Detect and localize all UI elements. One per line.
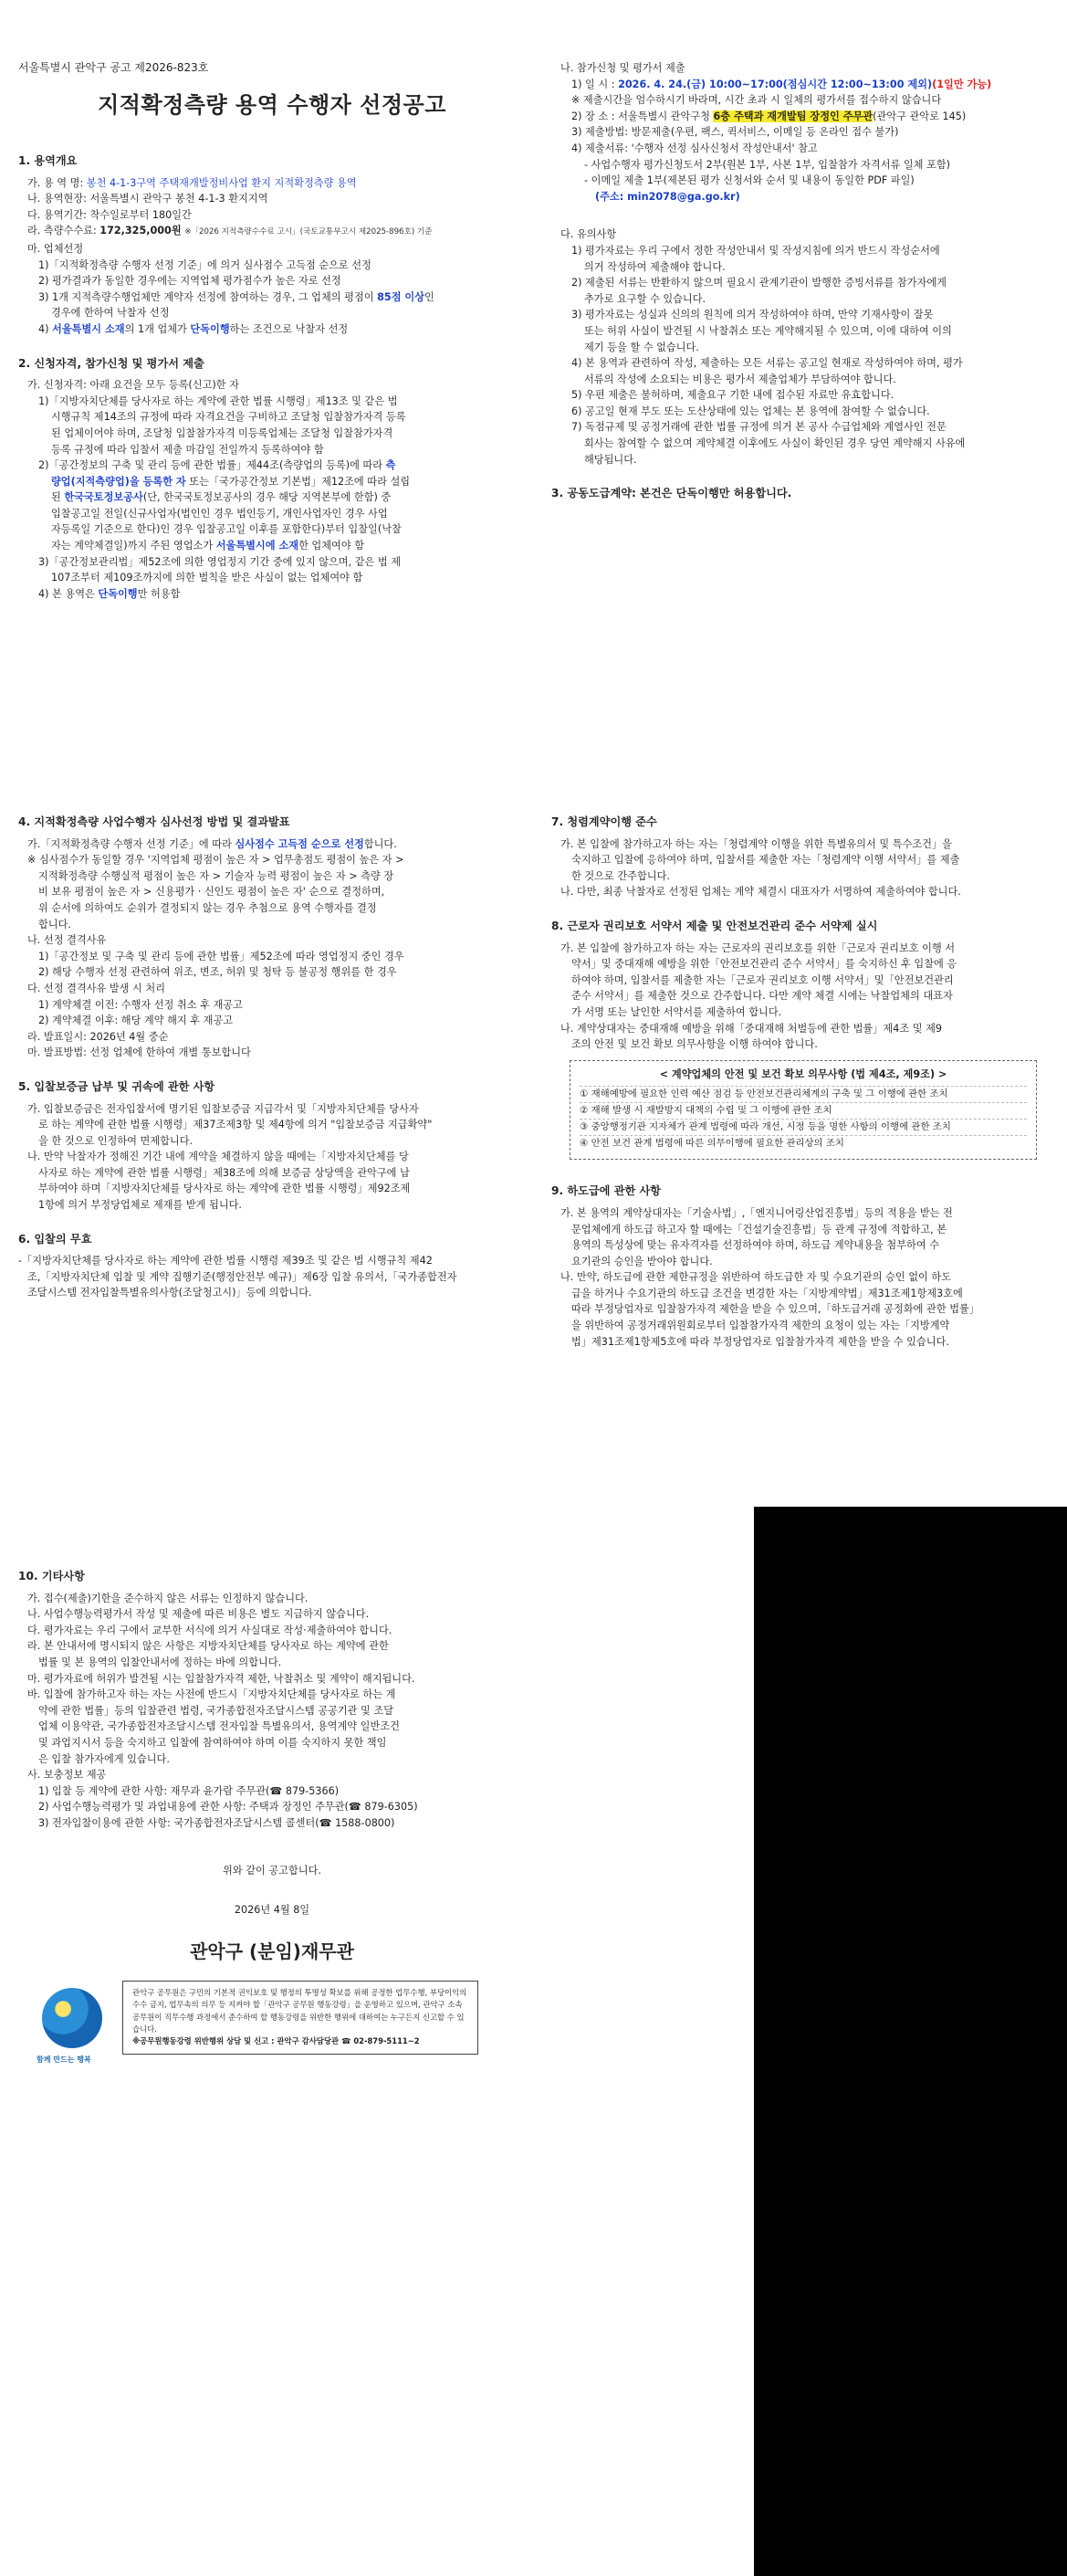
r-submission-docs: 4) 제출서류: '수행자 선정 심사신청서 작성안내서' 참고 bbox=[571, 142, 818, 154]
section-1 bbox=[18, 153, 526, 338]
section-9 bbox=[551, 1183, 1051, 1350]
s5-ga-line: 로 하는 계약에 관한 법률 시행령」제37조제3항 및 제4항에 의거 "입찰보증금 지급확약" bbox=[38, 1119, 433, 1131]
s9-na: 나. 만약, 하도급에 관한 제한규정을 위반하여 하도급한 자 및 수요기관의 승인 없이 하도 bbox=[560, 1271, 952, 1284]
s2-q3-line: 107조부터 제109조까지에 의한 벌칙을 받은 사실이 없는 업체여야 함 bbox=[51, 572, 363, 584]
s1-period: 다. 용역기간: 착수일로부터 180일간 bbox=[27, 208, 192, 221]
r-submission-docs-b: - 이메일 제출 1부(제본된 평가 신청서와 순서 및 내용이 동일한 PDF 파일) bbox=[584, 174, 915, 187]
logo-slogan: 함께 만드는 행복 bbox=[37, 2055, 91, 2064]
s4-note: ※ 심사점수가 동일할 경우 '지역업체 평점이 높은 자 > 업무총점도 평점이 높은 자 > bbox=[27, 854, 404, 867]
s10-contact-1: 1) 입찰 등 계약에 관한 사항: 재무과 윤가람 주무관(☎ 879-5366) bbox=[38, 1784, 340, 1797]
s10-ba-line: 은 입찰 참가자에게 있습니다. bbox=[38, 1752, 170, 1765]
s4-handling-1: 1) 계약체결 이전: 수행자 선정 취소 후 재공고 bbox=[38, 998, 243, 1011]
s1-selection: 마. 업체선정 bbox=[27, 242, 84, 255]
section-8 bbox=[551, 919, 1051, 1160]
s5-na: 나. 만약 낙찰자가 정해진 기간 내에 계약을 체결하지 않을 때에는「지방자치단체를 당 bbox=[27, 1151, 409, 1163]
page-1 bbox=[0, 0, 1067, 749]
s8-ga-line: 하여야 하며, 입찰서를 제출한 자는「근로자 권리보호 이행 서약서」및「안전보건관리 bbox=[571, 973, 954, 986]
s10-contact-3: 3) 전자입찰이용에 관한 사항: 국가종합전자조달시스템 콜센터(☎ 1588-0800) bbox=[38, 1816, 395, 1829]
s9-na-line: 따라 부정당업자로 입찰참가자격 제한을 받을 수 있으며,「하도급거래 공정화에 관한 법률」 bbox=[571, 1303, 979, 1316]
page-2 bbox=[0, 765, 1067, 1514]
s10-ra: 라. 본 안내서에 명시되지 않은 사항은 지방자치단체를 당사자로 하는 계약에 관한 bbox=[27, 1640, 389, 1653]
s7-ga-line: 한 것으로 간주합니다. bbox=[571, 869, 670, 882]
r-submission-title: 나. 참가신청 및 평가서 제출 bbox=[560, 62, 685, 74]
s2-q1-line: 시행규칙 제14조의 규정에 따라 자격요건을 구비하고 조달청 입찰참가자격 등록 bbox=[51, 411, 406, 424]
s1-selection-3: 3) 1개 지적측량수행업체만 계약자 선정에 참여하는 경우, 그 업체의 평점이 85점 이상인 bbox=[38, 290, 434, 303]
s2-q2-line: 자는 계약체결일)까지 주된 영업소가 서울특별시에 소재한 업체여야 함 bbox=[51, 540, 365, 552]
s9-ga: 가. 본 용역의 계약상대자는「기술사법」,「엔지니어링산업진흥법」등의 적용을 받는 전 bbox=[560, 1206, 953, 1219]
s6-line: -「지방자치단체를 당사자로 하는 계약에 관한 법률 시행령 제39조 및 같은 법 시행규칙 제42 bbox=[18, 1255, 433, 1267]
s8-ga-line: 약서」및 중대재해 예방을 위한「안전보건관리 준수 서약서」를 숙지하신 후 입찰에 응 bbox=[571, 958, 957, 971]
r-submission-note: ※ 제출시간을 엄수하시기 바라며, 시간 초과 시 일체의 평가서를 접수하지 않습니다 bbox=[571, 94, 942, 107]
section-3 bbox=[551, 486, 1051, 502]
s10-ba-line: 약에 관한 법률」등의 입찰관련 법령, 국가종합전자조달시스템 공공기관 및 조달 bbox=[38, 1704, 394, 1717]
r-submission-docs-a: - 사업수행자 평가신청도서 2부(원본 1부, 사본 1부, 입찰참가 자격서류 일체 포함) bbox=[584, 158, 951, 171]
ethics-text: 관악구 공무원은 구민의 기본적 권익보호 및 행정의 투명성 확보를 위해 공정한 업무수행, 부당이익의 수수 금지, 업무속의 의무 등 지켜야 할「관악구 공무원 행동강령」을 운영하고 있으며, 관악구 소속 공무원이 직무수행 과정에서 준수하여 할 행동강령을 위반한 행위에 대하여는 누구든지 신고할 수 있습니다. bbox=[132, 1987, 467, 2034]
s5-ga: 가. 입찰보증금은 전자입찰서에 명기된 입찰보증금 지급각서 및「지방자치단체를 당사자 bbox=[27, 1102, 419, 1115]
issuing-organization: 관악구 (분임)재무관 bbox=[190, 1940, 354, 1962]
s4-note-line: 위 순서에 의하여도 순위가 결정되지 않는 경우 추첨으로 용역 수행자를 결정 bbox=[38, 901, 377, 914]
document-title: 지적확정측량 용역 수행자 선정공고 bbox=[98, 92, 446, 118]
s8-na: 나. 계약상대자는 중대재해 예방을 위해「중대재해 처벌등에 관한 법률」제4조 및 제9 bbox=[560, 1022, 943, 1035]
r-note-2-cont: 추가로 요구할 수 있습니다. bbox=[584, 292, 706, 305]
section-9-title: 9. 하도급에 관한 사항 bbox=[551, 1184, 662, 1198]
s4-disqualify-title: 나. 선정 결격사유 bbox=[27, 934, 107, 947]
s2-q1-line: 등록 규정에 따라 입찰서 제출 마감일 전일까지 등록하여야 함 bbox=[51, 443, 324, 456]
section-4 bbox=[18, 815, 526, 1061]
left-column-2 bbox=[18, 815, 526, 1320]
section-1-title: 1. 용역개요 bbox=[18, 154, 78, 167]
r-note-6: 6) 공고일 현재 부도 또는 도산상태에 있는 업체는 본 용역에 참여할 수 없습니다. bbox=[571, 405, 930, 417]
s10-ra-line: 법률 및 본 용역의 입찰안내서에 정하는 바에 의합니다. bbox=[38, 1656, 282, 1668]
r-note-3: 3) 평가자료는 성실과 신의의 원칙에 의거 작성하여야 하며, 만약 기재사항이 잘못 bbox=[571, 309, 934, 321]
r-submission-place: 2) 장 소 : 서울특별시 관악구청 6층 주택과 재개발팀 장정인 주무관(관악구 관악로 145) bbox=[571, 110, 967, 122]
safety-duties-box bbox=[570, 1060, 1037, 1161]
s2-q4: 4) 본 용역은 단독이행만 허용함 bbox=[38, 587, 181, 600]
s4-note-line: 비 보유 평점이 높은 자 > 신용평가 · 신인도 평점이 높은 자' 순으로 결정하며, bbox=[38, 886, 385, 899]
s4-method: 가.「지적확정측량 수행자 선정 기준」에 따라 심사점수 고득점 순으로 선정합니다. bbox=[27, 837, 397, 850]
section-2-title: 2. 신청자격, 참가신청 및 평가서 제출 bbox=[18, 356, 204, 370]
section-4-title: 4. 지적확정측량 사업수행자 심사선정 방법 및 결과발표 bbox=[18, 815, 290, 828]
s2-q2-line: 량업(지적측량업)을 등록한 자 또는「국가공간정보 기본법」제12조에 따라 설립 bbox=[51, 475, 411, 488]
r-note-1: 1) 평가자료는 우리 구에서 정한 작성안내서 및 작성지침에 의거 반드시 작성순서에 bbox=[571, 244, 940, 257]
s10-ba-line: 및 과업지시서 등을 숙지하고 입찰에 참여하여야 하며 이를 숙지하지 못한 책임 bbox=[38, 1736, 387, 1749]
s10-na: 나. 사업수행능력평가서 작성 및 제출에 따른 비용은 별도 지급하지 않습니다. bbox=[27, 1608, 370, 1621]
section-3-title: 3. 공동도급계약: 본건은 단독이행만 허용합니다. bbox=[551, 487, 792, 500]
section-6 bbox=[18, 1232, 526, 1301]
section-10 bbox=[18, 1569, 526, 1832]
r-notes-title: 다. 유의사항 bbox=[560, 228, 617, 241]
r-submission-email: (주소: min2078@ga.go.kr) bbox=[595, 190, 740, 203]
s2-q1-line: 된 업체이어야 하며, 조달청 입찰참가자격 미등록업체는 조달청 입찰참가자격 bbox=[51, 426, 393, 439]
notice-date: 2026년 4월 8일 bbox=[234, 1904, 310, 1917]
s9-ga-line: 용역의 특성상에 맞는 유자격자를 선정하여야 하며, 하도급 계약내용을 첨부하여 수 bbox=[571, 1239, 940, 1252]
s1-selection-4: 4) 서울특별시 소재의 1개 업체가 단독이행하는 조건으로 낙찰자 선정 bbox=[38, 322, 349, 335]
s5-na-line: 사자로 하는 계약에 관한 법률 시행령」제38조에 의해 보증금 상당액을 관악구에 납 bbox=[38, 1166, 410, 1179]
s1-selection-3-cont: 경우에 한하여 낙찰자 선정 bbox=[51, 307, 170, 320]
s9-ga-line: 문업체에게 하도급 하고자 할 때에는「건설기술진흥법」등 관계 규정에 적합하고, 본 bbox=[571, 1223, 947, 1235]
s2-q2-line: 자등록일 기준으로 한다)인 경우 입찰공고일 이후를 포함한다)부터 입찰일(낙찰 bbox=[51, 523, 402, 536]
r-note-7-cont: 회사는 참여할 수 없으며 계약체결 이후에도 사실이 확인된 경우 당연 계약해지 사유에 bbox=[584, 437, 966, 450]
s1-fee: 라. 측량수수료: 172,325,000원 ※「2026 지적측량수수료 고시」(국토교통부고시 제2025-896호) 기준 bbox=[27, 225, 433, 237]
s4-disqualify-1: 1)「공간정보 및 구축 및 관리 등에 관한 법률」제52조에 따라 영업정지 중인 경우 bbox=[38, 950, 404, 962]
left-column-3 bbox=[18, 1569, 526, 2072]
s4-handling-title: 다. 선정 결격사유 발생 시 처리 bbox=[27, 982, 166, 994]
section-2-submission bbox=[551, 60, 1051, 205]
gwanak-logo-icon bbox=[42, 1988, 102, 2048]
r-submission-method: 3) 제출방법: 방문제출(우편, 팩스, 퀵서비스, 이메일 등 온라인 접수 불가) bbox=[571, 126, 899, 139]
r-note-5: 5) 우편 제출은 불허하며, 제출요구 기한 내에 접수된 자료만 유효합니다. bbox=[571, 389, 894, 402]
r-note-4: 4) 본 용역과 관련하여 작성, 제출하는 모든 서류는 공고일 현재로 작성하여야 하며, 평가 bbox=[571, 357, 963, 370]
section-5 bbox=[18, 1079, 526, 1214]
s10-ga: 가. 접수(제출)기한을 준수하지 않은 서류는 인정하지 않습니다. bbox=[27, 1592, 309, 1604]
section-2 bbox=[18, 356, 526, 603]
right-column-2 bbox=[551, 815, 1051, 1368]
footer bbox=[18, 1981, 526, 2072]
r-note-2: 2) 제출된 서류는 반환하지 않으며 필요시 관계기관이 발행한 증빙서류를 참가자에게 bbox=[571, 277, 947, 289]
ethics-contact: ※공무원행동강령 위반행위 상담 및 신고 : 관악구 감사담당관 ☎ 02-879-5111~2 bbox=[132, 2036, 420, 2046]
left-column-1 bbox=[18, 153, 526, 620]
s8-na-line: 조의 안전 및 보건 확보 의무사항을 이행 하여야 합니다. bbox=[571, 1038, 818, 1051]
safety-box-title: < 계약업체의 안전 및 보건 확보 의무사항 (법 제4조, 제9조) > bbox=[659, 1067, 947, 1080]
r-note-3-cont: 또는 허위 사실이 발견될 시 낙찰취소 또는 계약해지될 수 있으며, 이에 대하여 이의 bbox=[584, 324, 952, 337]
r-note-3-cont: 제기 등을 할 수 없습니다. bbox=[584, 341, 699, 353]
r-note-7-cont: 해당됩니다. bbox=[584, 453, 637, 466]
s9-na-line: 법」제31조제1항제5호에 따라 부정당업자로 입찰참가자격 제한을 받을 수 있습니다. bbox=[571, 1335, 949, 1348]
section-7-title: 7. 청렴계약이행 준수 bbox=[551, 815, 657, 828]
section-2-notes bbox=[551, 226, 1051, 468]
s10-ba: 바. 입찰에 참가하고자 하는 자는 사전에 반드시「지방자치단체를 당사자로 하는 계 bbox=[27, 1688, 396, 1701]
section-10-title: 10. 기타사항 bbox=[18, 1570, 85, 1582]
r-note-7: 7) 독점규제 및 공정거래에 관한 법률 규정에 의거 본 공사 수급업체와 계열사인 전문 bbox=[571, 421, 947, 434]
s2-q2-line: 입찰공고일 전일(신규사업자(법인인 경우 법인등기, 개인사업자인 경우 사업 bbox=[51, 507, 388, 520]
section-8-title: 8. 근로자 권리보호 서약서 제출 및 안전보건관리 준수 서약제 실시 bbox=[551, 919, 878, 932]
s1-service-name: 가. 용 역 명: 봉천 4-1-3구역 주택재개발정비사업 환지 지적확정측량 용역 bbox=[27, 176, 357, 189]
r-note-1-cont: 의거 작성하여 제출해야 합니다. bbox=[584, 260, 726, 273]
s8-ga-line: 준수 서약서」를 제출한 것으로 간주합니다. 다만 계약 체결 시에는 낙찰업체의 대표자 bbox=[571, 990, 953, 1003]
s7-na: 나. 다만, 최종 낙찰자로 선정된 업체는 계약 체결시 대표자가 서명하여 제출하여야 합니다. bbox=[560, 886, 961, 899]
safety-duty-item: ③ 중앙행정기관 지자체가 관계 법령에 따라 개선, 시정 등을 명한 사항의 이행에 관한 조치 bbox=[580, 1119, 1027, 1135]
safety-duty-item: ④ 안전 보건 관계 법령에 따른 의무이행에 필요한 관리상의 조치 bbox=[580, 1135, 1027, 1151]
safety-duty-item: ② 재해 발생 시 재발방지 대책의 수립 및 그 이행에 관한 조치 bbox=[580, 1102, 1027, 1119]
section-5-title: 5. 입찰보증금 납부 및 귀속에 관한 사항 bbox=[18, 1079, 215, 1093]
s6-line: 조,「지방자치단체 입찰 및 계약 집행기준(행정안전부 예규)」제6장 입찰 유의서,「국가종합전자 bbox=[27, 1270, 457, 1283]
s10-sa: 사. 보충정보 제공 bbox=[27, 1769, 107, 1782]
s8-ga: 가. 본 입찰에 참가하고자 하는 자는 근로자의 권리보호를 위한「근로자 권리보호 이행 서 bbox=[560, 941, 956, 954]
s9-ga-line: 요기관의 승인을 받아야 합니다. bbox=[571, 1255, 713, 1267]
s10-contact-2: 2) 사업수행능력평가 및 과업내용에 관한 사항: 주택과 장정인 주무관(☎ 879-6305) bbox=[38, 1801, 418, 1814]
s10-ma: 마. 평가자료에 허위가 발견될 시는 입찰참가자격 제한, 낙찰취소 및 계약이 해지됩니다. bbox=[27, 1672, 415, 1685]
s4-note-line: 합니다. bbox=[38, 918, 71, 931]
closing-statement: 위와 같이 공고합니다. bbox=[223, 1864, 321, 1877]
s5-ga-line: 을 한 것으로 인정하여 면제합니다. bbox=[38, 1134, 194, 1147]
s6-line: 조달시스템 전자입찰특별유의사항(조달청고시)」등에 의합니다. bbox=[27, 1287, 312, 1299]
s2-q1: 1)「지방자치단체를 당사자로 하는 계약에 관한 법률 시행령」제13조 및 같은 법 bbox=[38, 394, 398, 407]
s1-selection-2: 2) 평가결과가 동일한 경우에는 지역업체 평가점수가 높은 자로 선정 bbox=[38, 275, 341, 288]
s2-q2: 2)「공간정보의 구축 및 관리 등에 관한 법률」제44조(측량업의 등록)에 따라 측 bbox=[38, 459, 396, 472]
s1-site: 나. 용역현장: 서울특별시 관악구 봉천 4-1-3 환지지역 bbox=[27, 193, 268, 205]
s2-qualification: 가. 신청자격: 아래 요건을 모두 등록(신고)한 자 bbox=[27, 379, 239, 392]
s9-na-line: 급을 하거나 수요기관의 하도급 조건을 변경한 자는「지방계약법」제31조제1항제3호에 bbox=[571, 1287, 963, 1299]
s10-da: 다. 평가자료는 우리 구에서 교부한 서식에 의거 사실대로 작성·제출하여야 합니다. bbox=[27, 1624, 392, 1636]
ethics-notice-box bbox=[122, 1981, 478, 2055]
s1-selection-1: 1)「지적확정측량 수행자 선정 기준」에 의거 심사점수 고득점 순으로 선정 bbox=[38, 258, 371, 271]
s4-announce-method: 마. 발표방법: 선정 업체에 한하여 개별 통보합니다 bbox=[27, 1046, 251, 1059]
r-submission-date: 1) 일 시 : 2026. 4. 24.(금) 10:00~17:00(점심시간 12:00~13:00 제외)(1일만 가능) bbox=[571, 78, 992, 90]
s10-ba-line: 업체 이용약관, 국가종합전자조달시스템 전자입찰 특별유의서, 용역계약 일반조건 bbox=[38, 1720, 400, 1733]
s2-q3: 3)「공간정보관리법」제52조에 의한 영업정지 기간 중에 있지 않으며, 같은 법 제 bbox=[38, 555, 402, 568]
s4-handling-2: 2) 계약체결 이후: 해당 계약 해지 후 재공고 bbox=[38, 1015, 234, 1027]
safety-duty-item: ① 재해예방에 필요한 인력 예산 점검 등 안전보건관리체계의 구축 및 그 이행에 관한 조치 bbox=[580, 1086, 1027, 1102]
s7-ga-line: 숙지하고 입찰에 응하여야 하며, 입찰서를 제출한 자는「청렴계약 이행 서약서」를 제출 bbox=[571, 854, 960, 867]
s2-q2-line: 된 한국국토정보공사(단, 한국국토정보공사의 경우 해당 지역본부에 한함) 중 bbox=[51, 491, 392, 504]
s5-na-line: 부하여야 하며「지방자치단체를 당사자로 하는 계약에 관한 법률 시행령」제92조제 bbox=[38, 1183, 411, 1195]
s4-announce-date: 라. 발표일시: 2026년 4월 중순 bbox=[27, 1030, 169, 1043]
s7-ga: 가. 본 입찰에 참가하고자 하는 자는「청렴계약 이행을 위한 특별유의서 및 특수조건」을 bbox=[560, 837, 952, 850]
s8-ga-line: 가 서명 또는 날인한 서약서를 제출하여 합니다. bbox=[571, 1005, 782, 1018]
right-column-1 bbox=[551, 60, 1051, 520]
r-note-4-cont: 서류의 작성에 소요되는 비용은 평가서 제출업체가 부담하여야 합니다. bbox=[584, 373, 896, 385]
email-link[interactable]: min2078@ga.go.kr bbox=[627, 190, 736, 203]
s4-disqualify-2: 2) 해당 수행자 선정 관련하여 위조, 변조, 허위 및 청탁 등 불공정 행위를 한 경우 bbox=[38, 966, 397, 979]
s9-na-line: 을 위반하여 공정거래위원회로부터 입찰참가자격 제한의 요청이 있는 자는「지방계약 bbox=[571, 1320, 950, 1332]
s4-note-line: 지적확정측량 수행실적 평점이 높은 자 > 기술자 능력 평점이 높은 자 > 측량 장 bbox=[38, 869, 394, 882]
section-7 bbox=[551, 815, 1051, 900]
section-6-title: 6. 입찰의 무효 bbox=[18, 1232, 92, 1246]
page-3 bbox=[0, 1530, 1067, 2576]
s5-na-line: 1항에 의거 부정당업체로 제재를 받게 됩니다. bbox=[38, 1199, 242, 1212]
notice-number: 서울특별시 관악구 공고 제2026-823호 bbox=[18, 61, 209, 74]
